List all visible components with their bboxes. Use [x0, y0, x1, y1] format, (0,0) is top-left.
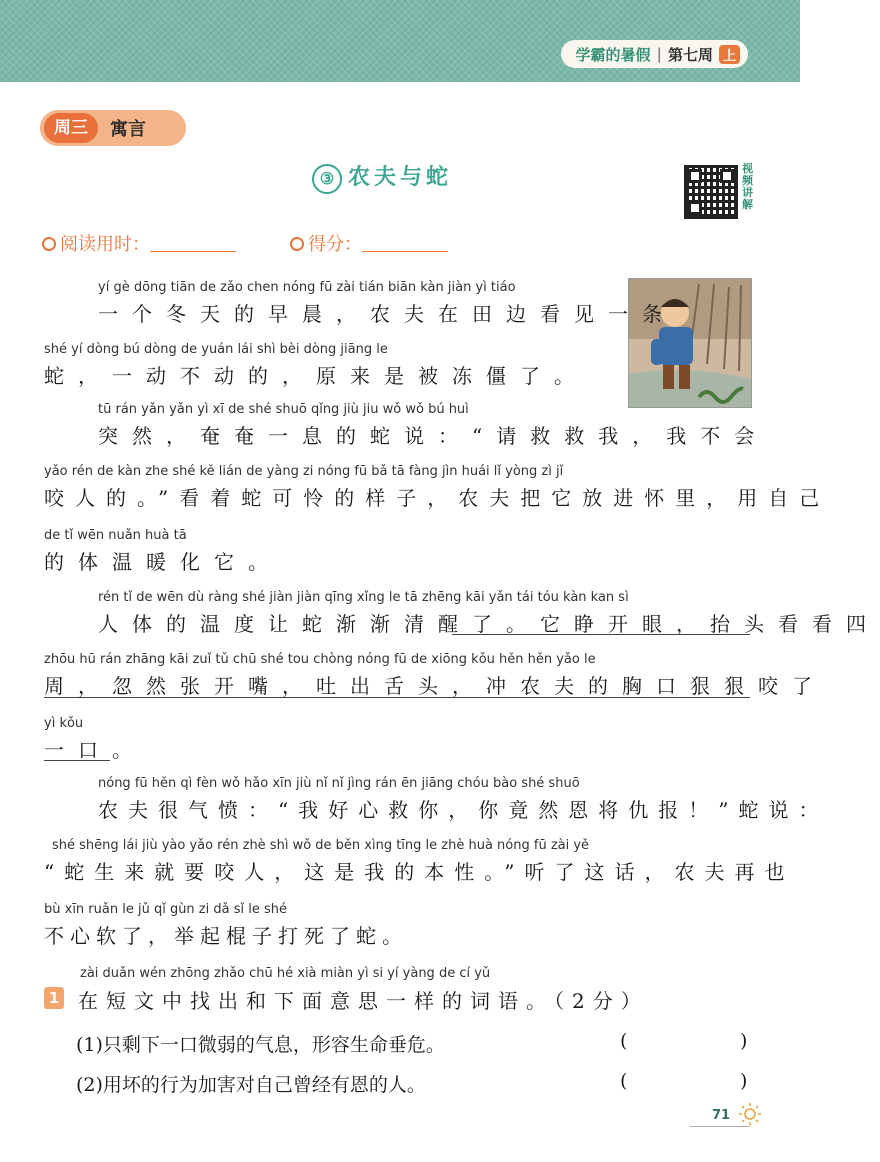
score [290, 230, 448, 256]
volume-badge: 上 [719, 45, 740, 64]
question-number: 1 [44, 987, 64, 1009]
week-label: 第七周 [667, 45, 713, 64]
passage-pinyin-11: bù xīn ruǎn le jǔ qǐ gùn zi dǎ sǐ le shé [44, 902, 287, 917]
question-text: 在短文中找出和下面意思一样的词语。（2分） [78, 989, 649, 1013]
passage-pinyin-7: zhōu hū rán zhāng kāi zuǐ tǔ chū shé tou chòng nóng fū de xiōng kǒu hěn hěn yǎo le [44, 652, 596, 667]
passage-pinyin-3: tū rán yǎn yǎn yì xī de shé shuō qǐng jiù jiu wǒ wǒ bú huì [98, 402, 469, 417]
weekday-tab [40, 110, 186, 146]
reading-time-label: 阅读用时： [60, 234, 150, 255]
passage-line-11: 不心软了，举起棍子打死了蛇。 [44, 924, 408, 948]
check-icon [290, 237, 304, 251]
underline-6 [452, 634, 750, 635]
page-number-rule [690, 1126, 750, 1127]
sun-icon [738, 1102, 762, 1126]
passage-line-9: 农夫很气愤：“我好心救你，你竟然恩将仇报！”蛇说： [98, 798, 829, 822]
passage-line-4: 咬人的。”看着蛇可怜的样子，农夫把它放进怀里，用自己 [44, 486, 831, 510]
question-item-1: (1)只剩下一口微弱的气息，形容生命垂危。 [76, 1034, 445, 1056]
weekday-label: 周三 [44, 113, 98, 143]
passage-pinyin-9: nóng fū hěn qì fèn wǒ hǎo xīn jiù nǐ nǐ jìng rán ēn jiāng chóu bào shé shuō [98, 776, 580, 791]
series-title: 学霸的暑假 [575, 45, 651, 64]
question-item-2: (2)用坏的行为加害对自己曾经有恩的人。 [76, 1074, 426, 1096]
article-title-text: 农夫与蛇 [348, 164, 453, 190]
reading-time [42, 230, 236, 256]
passage-pinyin-6: rén tǐ de wēn dù ràng shé jiàn jiàn qīng xǐng le tā zhēng kāi yǎn tái tóu kàn kan sì [98, 590, 629, 605]
underline-7 [44, 697, 750, 698]
question-pinyin: zài duǎn wén zhōng zhǎo chū hé xià miàn yì si yí yàng de cí yǔ [80, 966, 491, 981]
header-series-tag [561, 40, 748, 68]
passage-pinyin-5: de tǐ wēn nuǎn huà tā [44, 528, 187, 543]
page-number: 71 [712, 1108, 731, 1123]
passage-line-5: 的体温暖化它。 [44, 550, 282, 574]
header-separator: | [656, 45, 662, 63]
passage-pinyin-10: shé shēng lái jiù yào yǎo rén zhè shì wǒ de běn xìng tīng le zhè huà nóng fū zài yě [52, 838, 590, 853]
answer-close-1: ) [740, 1030, 748, 1052]
passage-line-8: 一口。 [44, 738, 146, 762]
underline-8 [44, 760, 110, 761]
article-title [312, 160, 452, 194]
passage-line-7: 周，忽然张开嘴，吐出舌头，冲农夫的胸口狠狠咬了 [44, 674, 826, 698]
article-number: ③ [312, 164, 342, 194]
reading-time-blank[interactable] [150, 235, 236, 252]
passage-line-3: 突然，奄奄一息的蛇说：“请救救我，我不会 [98, 424, 769, 448]
passage-line-6: 人体的温度让蛇渐渐清醒了。它睁开眼，抬头看看四 [98, 612, 880, 636]
passage-pinyin-1: yí gè dōng tiān de zǎo chen nóng fū zài tián biān kàn jiàn yì tiáo [98, 280, 516, 295]
passage-pinyin-2: shé yí dòng bú dòng de yuán lái shì bèi dòng jiāng le [44, 342, 388, 357]
qr-code-icon[interactable] [684, 165, 738, 219]
answer-open-2: ( [620, 1070, 628, 1092]
passage-pinyin-4: yǎo rén de kàn zhe shé kě lián de yàng zi nóng fū bǎ tā fàng jìn huái lǐ yòng zì jǐ [44, 464, 564, 479]
answer-close-2: ) [740, 1070, 748, 1092]
passage-line-10: “蛇生来就要咬人，这是我的本性。”听了这话，农夫再也 [44, 860, 795, 884]
qr-label: 视频讲解 [742, 162, 753, 211]
answer-open-1: ( [620, 1030, 628, 1052]
passage-line-1: 一个冬天的早晨，农夫在田边看见一条 [98, 302, 676, 326]
score-blank[interactable] [362, 235, 448, 252]
passage-line-2: 蛇，一动不动的，原来是被冻僵了。 [44, 364, 588, 388]
clock-icon [42, 237, 56, 251]
score-label: 得分： [308, 234, 362, 255]
genre-label: 寓言 [110, 119, 146, 140]
passage-pinyin-8: yì kǒu [44, 716, 84, 731]
